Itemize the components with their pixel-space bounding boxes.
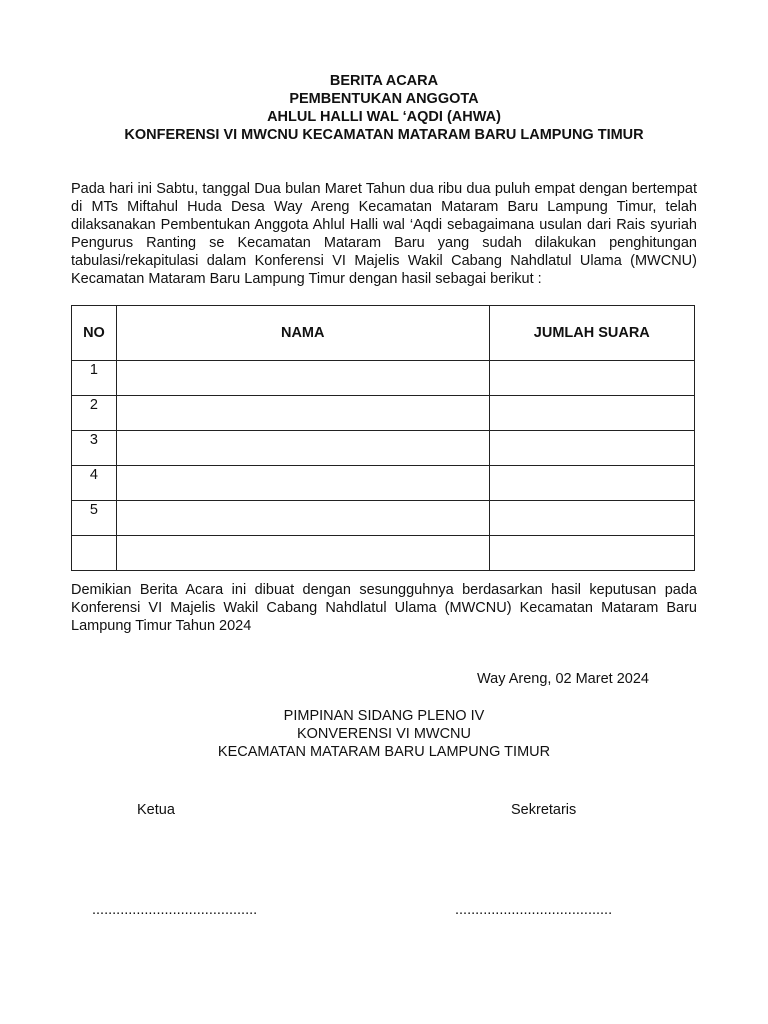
row-jumlah	[489, 361, 694, 396]
row-jumlah	[489, 501, 694, 536]
title-line-4: KONFERENSI VI MWCNU KECAMATAN MATARAM BARU LAMPUNG TIMUR	[124, 127, 644, 143]
row-no: 3	[72, 431, 117, 466]
place-date: Way Areng, 02 Maret 2024	[477, 671, 649, 687]
ketua-label: Ketua	[137, 802, 175, 818]
header-jumlah-suara: JUMLAH SUARA	[489, 306, 694, 361]
committee-block	[0, 707, 768, 761]
committee-line-1: PIMPINAN SIDANG PLENO IV	[283, 708, 485, 724]
sekretaris-label: Sekretaris	[511, 802, 577, 818]
results-table	[71, 305, 695, 571]
table-row	[72, 361, 695, 396]
row-nama	[116, 536, 489, 571]
title-line-3: AHLUL HALLI WAL ‘AQDI (AHWA)	[267, 109, 501, 125]
title-line-1: BERITA ACARA	[329, 73, 439, 89]
table-row	[72, 396, 695, 431]
row-nama	[116, 431, 489, 466]
document-title	[0, 72, 768, 144]
committee-line-2: KONVERENSI VI MWCNU	[296, 726, 471, 742]
header-nama: NAMA	[116, 306, 489, 361]
row-no	[72, 536, 117, 571]
row-no: 1	[72, 361, 117, 396]
row-nama	[116, 361, 489, 396]
closing-paragraph: Demikian Berita Acara ini dibuat dengan sesungguhnya berdasarkan hasil keputusan pada Konferensi VI Majelis Wakil Cabang Nahdlatul Ulama (MWCNU) Kecamatan Mataram Baru Lampung Timur Tahun 2024	[71, 582, 697, 634]
row-no: 5	[72, 501, 117, 536]
row-no: 4	[72, 466, 117, 501]
row-no: 2	[72, 396, 117, 431]
row-jumlah	[489, 536, 694, 571]
row-nama	[116, 396, 489, 431]
title-line-2: PEMBENTUKAN ANGGOTA	[289, 91, 479, 107]
row-jumlah	[489, 466, 694, 501]
row-jumlah	[489, 396, 694, 431]
committee-line-3: KECAMATAN MATARAM BARU LAMPUNG TIMUR	[217, 744, 551, 760]
row-jumlah	[489, 431, 694, 466]
table-row	[72, 501, 695, 536]
row-nama	[116, 501, 489, 536]
sekretaris-signature-line: .......................................	[455, 902, 613, 918]
table-row	[72, 466, 695, 501]
table-row	[72, 536, 695, 571]
table-header-row	[72, 306, 695, 361]
ketua-signature-line: .........................................	[92, 902, 258, 918]
table-row	[72, 431, 695, 466]
intro-paragraph: Pada hari ini Sabtu, tanggal Dua bulan Maret Tahun dua ribu dua puluh empat dengan bertempat di MTs Miftahul Huda Desa Way Areng Kecamatan Mataram Baru Lampung Timur, telah dilaksanakan Pembentukan Anggota Ahlul Halli wal ‘Aqdi sebagaimana usulan dari Rais syuriah Pengurus Ranting se Kecamatan Mataram Baru yang sudah dilakukan penghitungan tabulasi/rekapitulasi dalam Konferensi VI Majelis Wakil Cabang Nahdlatul Ulama (MWCNU) Kecamatan Mataram Baru Lampung Timur dengan hasil sebagai berikut :	[71, 181, 697, 287]
header-no: NO	[72, 306, 117, 361]
row-nama	[116, 466, 489, 501]
